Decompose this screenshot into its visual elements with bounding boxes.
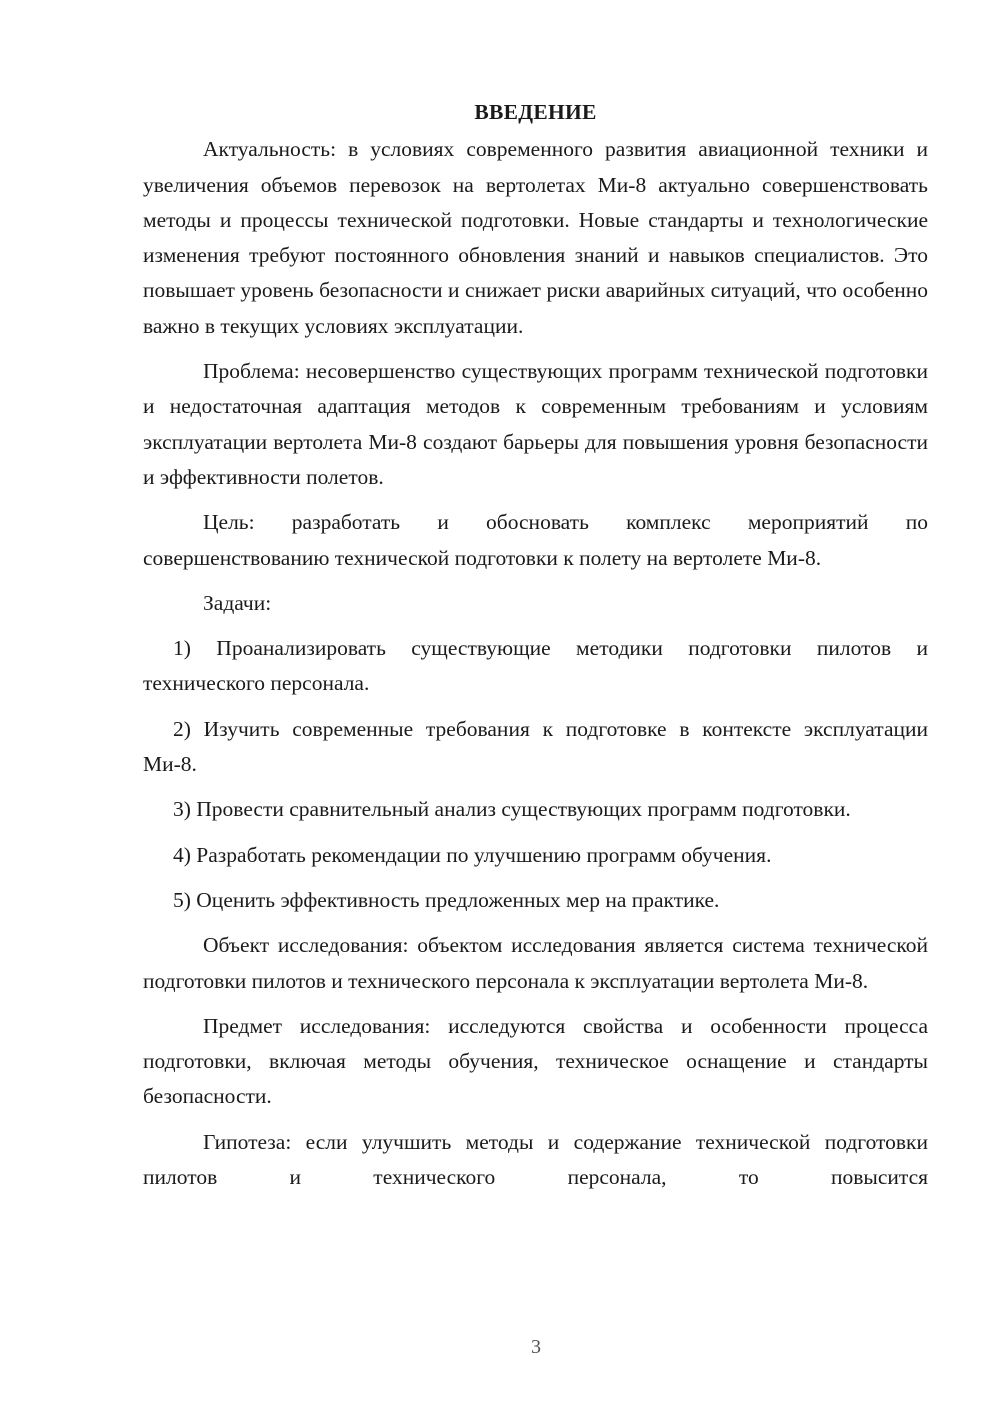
page-content xyxy=(143,95,928,1205)
task-item-1: 1) Проанализировать существующие методики подготовки пилотов и технического персонала. xyxy=(143,636,928,696)
task-item-2: 2) Изучить современные требования к подготовке в контексте эксплуатации Ми-8. xyxy=(143,716,928,777)
paragraph-goal: Цель: разработать и обосновать комплекс мероприятий по совершенствованию технической подготовки к полету на вертолете Ми-8. xyxy=(143,510,928,570)
paragraph-subject: Предмет исследования: исследуются свойства и особенности процесса подготовки, включая методы обучения, техническое оснащение и стандарты безопасности. xyxy=(143,1013,928,1109)
section-title: ВВЕДЕНИЕ xyxy=(474,100,597,124)
paragraph-problem: Проблема: несовершенство существующих программ технической подготовки и недостаточная адаптация методов к современным требованиям и условиям эксплуатации вертолета Ми-8 создают барьеры для повышения уровня безопасности и эффективности полетов. xyxy=(143,359,928,489)
task-item-3: 3) Провести сравнительный анализ существующих программ подготовки. xyxy=(173,797,851,822)
paragraph-object: Объект исследования: объектом исследования является система технической подготовки пилотов и технического персонала к эксплуатации вертолета Ми-8. xyxy=(143,933,928,993)
paragraph-tasks-heading: Задачи: xyxy=(203,590,272,615)
page-number: 3 xyxy=(531,1336,541,1358)
paragraph-hypothesis: Гипотеза: если улучшить методы и содержание технической подготовки пилотов и технического персонала, то повысится xyxy=(143,1129,928,1190)
task-item-4: 4) Разработать рекомендации по улучшению программ обучения. xyxy=(173,842,772,867)
task-item-5: 5) Оценить эффективность предложенных мер на практике. xyxy=(173,887,720,912)
paragraph-relevance: Актуальность: в условиях современного развития авиационной техники и увеличения объемов перевозок на вертолетах Ми-8 актуально совершенствовать методы и процессы технической подготовки. Новые стандарты и технологические изменения требуют постоянного обновления знаний и навыков специалистов. Это повышает уровень безопасности и снижает риски аварийных ситуаций, что особенно важно в текущих условиях эксплуатации. xyxy=(143,137,928,338)
